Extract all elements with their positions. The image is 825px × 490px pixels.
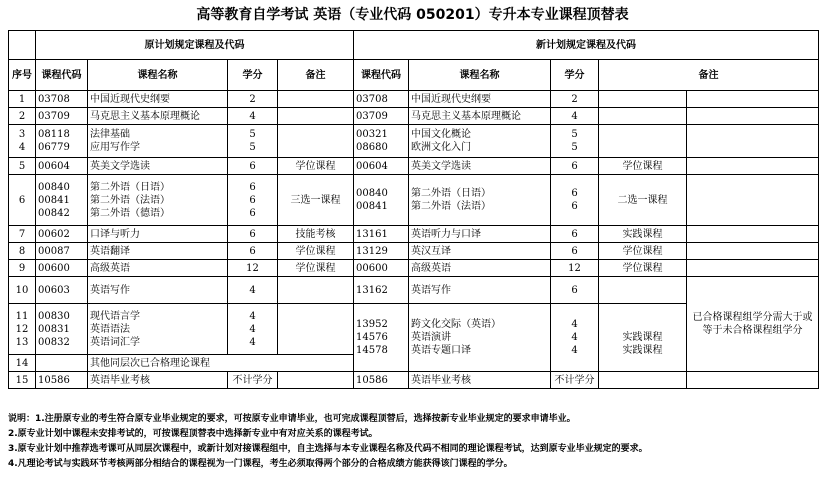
seq-cell: 1 [9, 91, 36, 108]
new-remark-cell: 实践课程 [599, 226, 687, 243]
old-remark-cell: 学位课程 [278, 243, 354, 260]
old-remark-cell [278, 277, 354, 304]
new-credit-cell: 4 4 4 [551, 304, 599, 372]
new-name-cell: 高级英语 [409, 260, 551, 277]
old-credit-cell: 4 4 4 [228, 304, 278, 355]
new-code-cell: 03709 [354, 108, 409, 125]
new-remark-header: 备注 [599, 60, 819, 91]
old-remark-cell [278, 108, 354, 125]
new-credit-cell: 6 [551, 158, 599, 175]
new-name-cell: 英汉互译 [409, 243, 551, 260]
old-code-cell: 00087 [36, 243, 88, 260]
table-row [9, 260, 819, 277]
new-name-cell: 马克思主义基本原理概论 [409, 108, 551, 125]
old-name-cell: 高级英语 [88, 260, 228, 277]
old-remark-cell: 技能考核 [278, 226, 354, 243]
seq-cell: 14 [9, 355, 36, 372]
old-name-cell: 英语翻译 [88, 243, 228, 260]
new-name-cell: 跨文化交际（英语） 英语演讲 英语专题口译 [409, 304, 551, 372]
old-remark-cell [278, 372, 354, 389]
new-credit-cell: 不计学分 [551, 372, 599, 389]
new-name-header: 课程名称 [409, 60, 551, 91]
seq-cell: 2 [9, 108, 36, 125]
old-name-cell: 中国近现代史纲要 [88, 91, 228, 108]
new-code-cell: 13129 [354, 243, 409, 260]
new-remark-cell: 学位课程 [599, 158, 687, 175]
group-note-cell [687, 243, 819, 260]
old-code-cell: 00603 [36, 277, 88, 304]
old-name-cell: 英语写作 [88, 277, 228, 304]
new-code-cell: 13161 [354, 226, 409, 243]
group-note-cell [687, 125, 819, 158]
seq-cell: 11 12 13 [9, 304, 36, 355]
old-name-cell: 其他同层次已合格理论课程 [88, 355, 354, 372]
new-credit-header: 学分 [551, 60, 599, 91]
note-line: 4.凡理论考试与实践环节考核两部分相结合的课程视为一门课程，考生必须取得两个部分的合格成绩方能获得该门课程的学分。 [8, 459, 513, 469]
old-remark-cell [278, 304, 354, 355]
new-name-cell: 中国文化概论 欧洲文化入门 [409, 125, 551, 158]
new-remark-cell [599, 91, 687, 108]
old-remark-cell: 学位课程 [278, 158, 354, 175]
old-code-cell: 03708 [36, 91, 88, 108]
group-note-cell [687, 226, 819, 243]
old-code-cell [36, 355, 88, 372]
seq-cell: 15 [9, 372, 36, 389]
old-code-cell: 10586 [36, 372, 88, 389]
old-credit-cell: 5 5 [228, 125, 278, 158]
old-credit-cell: 6 [228, 243, 278, 260]
old-name-header: 课程名称 [88, 60, 228, 91]
table-row [9, 91, 819, 108]
new-remark-cell [599, 108, 687, 125]
table-row [9, 226, 819, 243]
old-credit-cell: 12 [228, 260, 278, 277]
new-credit-cell: 5 5 [551, 125, 599, 158]
seq-header: 序号 [9, 60, 36, 91]
seq-cell: 6 [9, 175, 36, 226]
note-line: 3.原专业计划中推荐选考课可从同层次课程中，或新计划对接课程组中，自主选择与本专业课程名称及代码不相同的理论课程考试，达到原专业毕业规定的要求。 [8, 444, 648, 454]
new-code-cell: 03708 [354, 91, 409, 108]
group-note-cell [687, 158, 819, 175]
seq-cell: 3 4 [9, 125, 36, 158]
old-remark-cell: 学位课程 [278, 260, 354, 277]
new-name-cell: 中国近现代史纲要 [409, 91, 551, 108]
table-row [9, 108, 819, 125]
new-name-cell: 第二外语（日语） 第二外语（法语） [409, 175, 551, 226]
table-row [9, 372, 819, 389]
new-credit-cell: 6 [551, 243, 599, 260]
old-remark-cell [278, 125, 354, 158]
old-plan-header: 原计划规定课程及代码 [36, 31, 354, 60]
new-remark-cell [599, 372, 687, 389]
old-name-cell: 英美文学选读 [88, 158, 228, 175]
group-note-cell [687, 260, 819, 277]
new-code-cell: 13162 [354, 277, 409, 304]
page-title: 高等教育自学考试 英语（专业代码 050201）专升本专业课程顶替表 [196, 7, 629, 23]
seq-cell: 5 [9, 158, 36, 175]
note-line: 2.原专业计划中课程未安排考试的，可按课程顶替表中选择新专业中有对应关系的课程考试。 [8, 429, 378, 439]
old-remark-cell: 三选一课程 [278, 175, 354, 226]
new-code-cell: 00840 00841 [354, 175, 409, 226]
old-name-cell: 现代语言学 英语语法 英语词汇学 [88, 304, 228, 355]
new-code-header: 课程代码 [354, 60, 409, 91]
new-credit-cell: 2 [551, 91, 599, 108]
old-credit-cell: 4 [228, 277, 278, 304]
old-name-cell: 英语毕业考核 [88, 372, 228, 389]
new-plan-header: 新计划规定课程及代码 [354, 31, 819, 60]
new-remark-cell: 学位课程 [599, 243, 687, 260]
new-remark-cell [599, 277, 687, 304]
table-row [9, 175, 819, 226]
new-remark-cell: 二选一课程 [599, 175, 687, 226]
new-code-cell: 10586 [354, 372, 409, 389]
old-credit-cell: 不计学分 [228, 372, 278, 389]
table-row [9, 125, 819, 158]
new-name-cell: 英语听力与口译 [409, 226, 551, 243]
seq-cell: 9 [9, 260, 36, 277]
old-credit-header: 学分 [228, 60, 278, 91]
old-code-header: 课程代码 [36, 60, 88, 91]
old-credit-cell: 6 6 6 [228, 175, 278, 226]
seq-cell: 7 [9, 226, 36, 243]
old-remark-cell [278, 91, 354, 108]
new-remark-cell: 实践课程 实践课程 [599, 304, 687, 372]
new-remark-cell: 学位课程 [599, 260, 687, 277]
old-remark-header: 备注 [278, 60, 354, 91]
new-name-cell: 英美文学选读 [409, 158, 551, 175]
new-code-cell: 13952 14576 14578 [354, 304, 409, 372]
old-code-cell: 00830 00831 00832 [36, 304, 88, 355]
seq-cell: 10 [9, 277, 36, 304]
group-note-cell [687, 372, 819, 389]
old-code-cell: 00604 [36, 158, 88, 175]
header-blank [9, 31, 36, 60]
course-substitution-table [8, 30, 819, 389]
old-name-cell: 马克思主义基本原理概论 [88, 108, 228, 125]
group-note-cell [687, 108, 819, 125]
new-credit-cell: 6 [551, 277, 599, 304]
old-name-cell: 法律基础 应用写作学 [88, 125, 228, 158]
old-code-cell: 00840 00841 00842 [36, 175, 88, 226]
group-note-cell: 已合格课程组学分需大于或等于未合格课程组学分 [687, 277, 819, 372]
new-remark-cell [599, 125, 687, 158]
seq-cell: 8 [9, 243, 36, 260]
old-credit-cell: 6 [228, 226, 278, 243]
old-code-cell: 08118 06779 [36, 125, 88, 158]
group-note-cell [687, 91, 819, 108]
new-credit-cell: 4 [551, 108, 599, 125]
old-code-cell: 00602 [36, 226, 88, 243]
new-code-cell: 00600 [354, 260, 409, 277]
old-credit-cell: 6 [228, 158, 278, 175]
new-name-cell: 英语写作 [409, 277, 551, 304]
old-code-cell: 03709 [36, 108, 88, 125]
old-name-cell: 口译与听力 [88, 226, 228, 243]
table-row [9, 277, 819, 304]
old-code-cell: 00600 [36, 260, 88, 277]
old-name-cell: 第二外语（日语） 第二外语（法语） 第二外语（德语） [88, 175, 228, 226]
new-credit-cell: 12 [551, 260, 599, 277]
table-row [9, 158, 819, 175]
new-credit-cell: 6 6 [551, 175, 599, 226]
old-credit-cell: 4 [228, 108, 278, 125]
note-line: 说明：1.注册原专业的考生符合原专业毕业规定的要求，可按原专业申请毕业，也可完成课程顶替后，选择按新专业毕业规定的要求申请毕业。 [8, 414, 576, 424]
new-credit-cell: 6 [551, 226, 599, 243]
new-code-cell: 00604 [354, 158, 409, 175]
notes [8, 412, 820, 472]
old-credit-cell: 2 [228, 91, 278, 108]
new-name-cell: 英语毕业考核 [409, 372, 551, 389]
group-note-cell [687, 175, 819, 226]
new-code-cell: 00321 08680 [354, 125, 409, 158]
table-row [9, 243, 819, 260]
